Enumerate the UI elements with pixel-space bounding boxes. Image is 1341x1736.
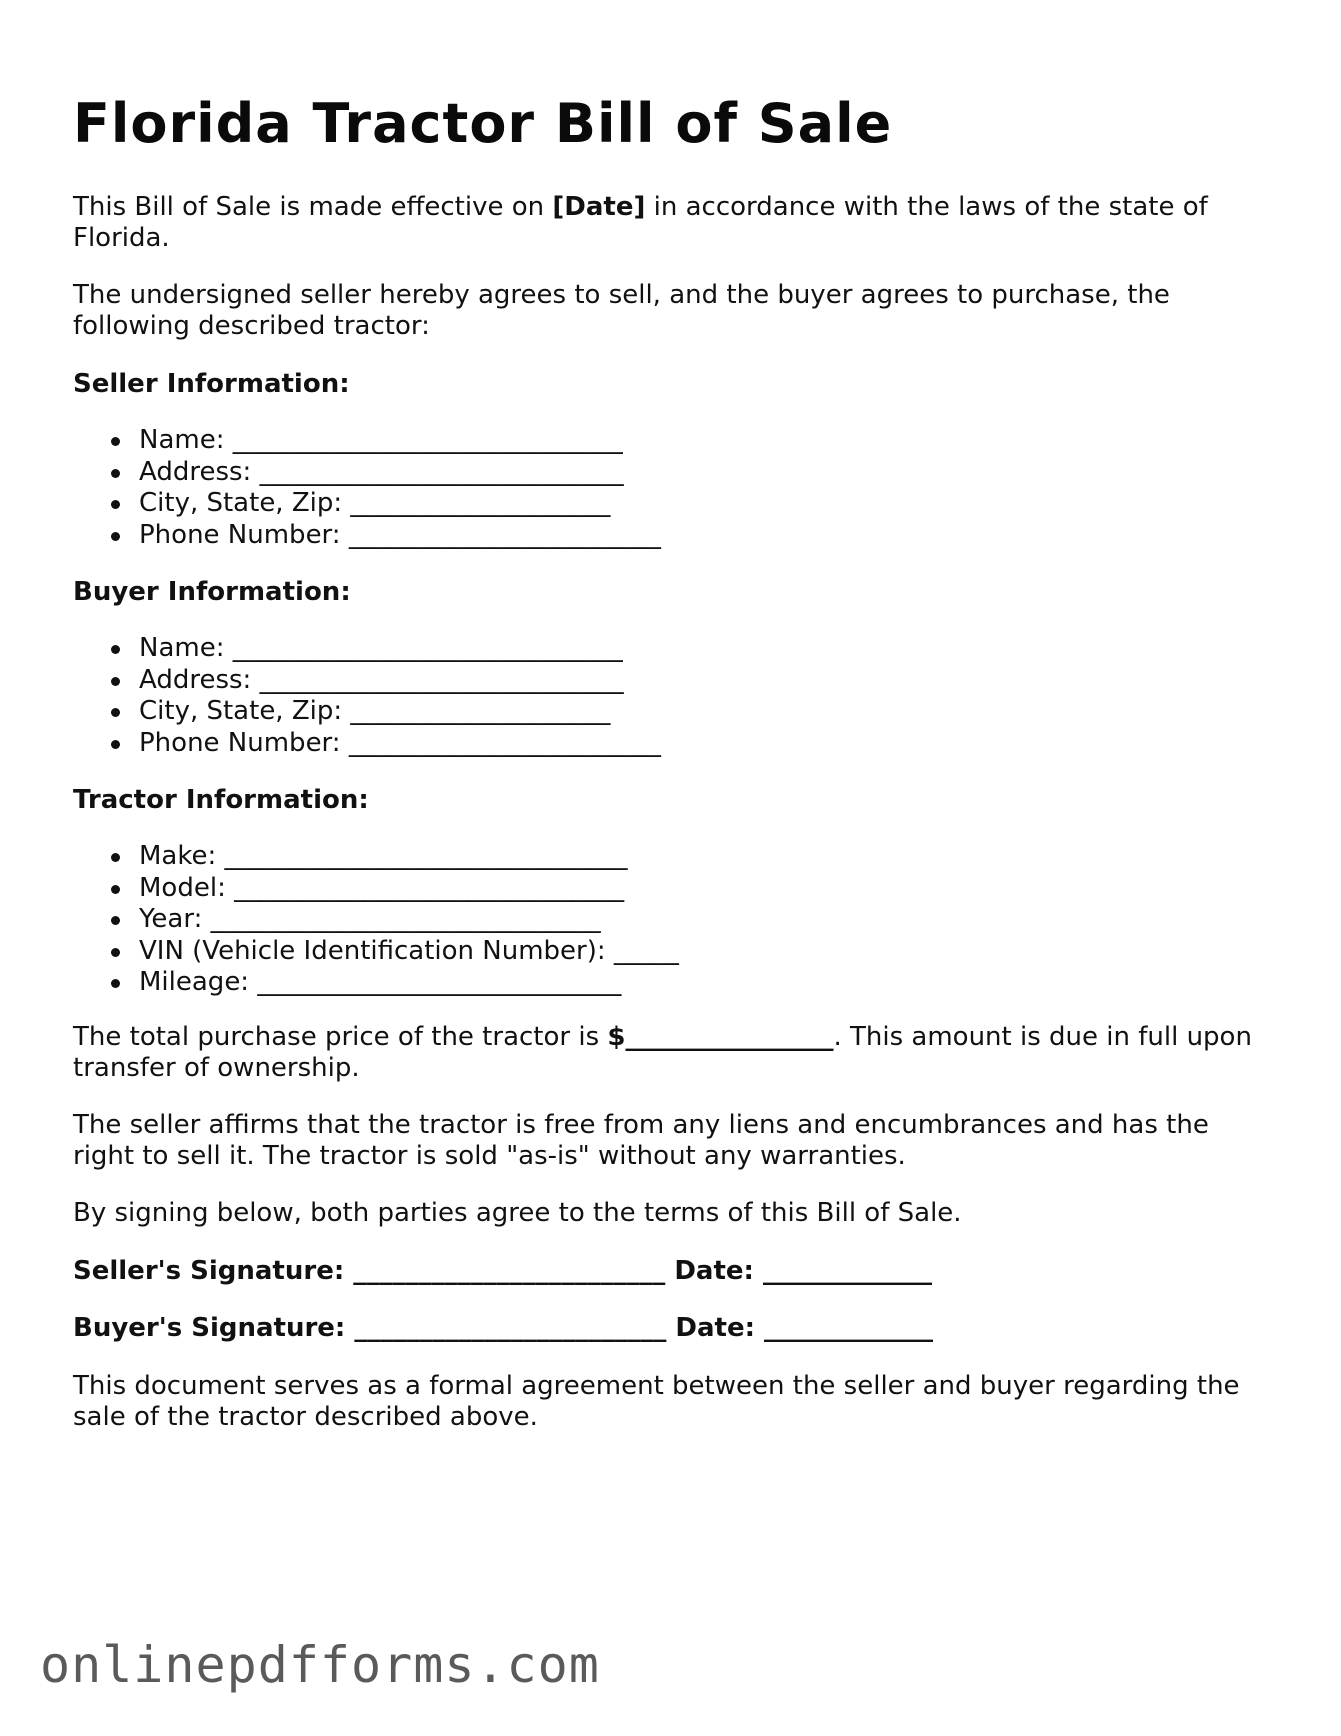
signing-note: By signing below, both parties agree to the terms of this Bill of Sale. xyxy=(73,1198,962,1228)
buyer-name-field[interactable]: Name: ______________________________ xyxy=(139,633,661,665)
bullet-icon xyxy=(111,853,120,862)
buyer-signature-line[interactable]: Buyer's Signature: ________________________ Date: _____________ xyxy=(73,1313,934,1343)
document-title: Florida Tractor Bill of Sale xyxy=(73,92,893,155)
price-paragraph xyxy=(73,1022,1273,1084)
seller-city-state-zip-field[interactable]: City, State, Zip: ____________________ xyxy=(139,488,661,520)
bullet-icon xyxy=(111,645,120,654)
seller-name-field[interactable]: Name: ______________________________ xyxy=(139,425,661,457)
watermark: onlinepdfforms.com xyxy=(40,1636,600,1694)
bullet-icon xyxy=(111,532,120,541)
tractor-model-field[interactable]: Model: ______________________________ xyxy=(139,873,679,905)
buyer-heading: Buyer Information: xyxy=(73,577,351,607)
price-text-before: The total purchase price of the tractor is xyxy=(73,1022,608,1052)
bullet-icon xyxy=(111,708,120,717)
seller-phone-field[interactable]: Phone Number: ________________________ xyxy=(139,520,661,552)
tractor-make-field[interactable]: Make: _______________________________ xyxy=(139,841,679,873)
seller-signature-line[interactable]: Seller's Signature: ________________________ Date: _____________ xyxy=(73,1256,932,1286)
intro-paragraph xyxy=(73,192,1273,254)
affirmation-paragraph: The seller affirms that the tractor is free from any liens and encumbrances and has the right to sell it. The tractor is sold "as-is" without any warranties. xyxy=(73,1110,1209,1171)
bullet-icon xyxy=(111,500,120,509)
price-amount-field[interactable]: $________________ xyxy=(607,1022,834,1052)
tractor-vin-field[interactable]: VIN (Vehicle Identification Number): _____ xyxy=(139,936,679,968)
bullet-icon xyxy=(111,948,120,957)
intro-text-after: in accordance with the laws of the state of Florida. xyxy=(73,192,1208,253)
tractor-fields-list xyxy=(139,841,679,999)
agreement-paragraph: The undersigned seller hereby agrees to sell, and the buyer agrees to purchase, the following described tractor: xyxy=(73,280,1170,341)
seller-address-field[interactable]: Address: ____________________________ xyxy=(139,457,661,489)
seller-heading: Seller Information: xyxy=(73,369,350,399)
bullet-icon xyxy=(111,979,120,988)
buyer-address-field[interactable]: Address: ____________________________ xyxy=(139,665,661,697)
buyer-city-state-zip-field[interactable]: City, State, Zip: ____________________ xyxy=(139,696,661,728)
bullet-icon xyxy=(111,469,120,478)
buyer-fields-list xyxy=(139,633,661,759)
tractor-heading: Tractor Information: xyxy=(73,785,369,815)
bullet-icon xyxy=(111,740,120,749)
intro-text-before: This Bill of Sale is made effective on xyxy=(73,192,553,222)
bullet-icon xyxy=(111,916,120,925)
bullet-icon xyxy=(111,677,120,686)
bullet-icon xyxy=(111,437,120,446)
tractor-year-field[interactable]: Year: ______________________________ xyxy=(139,904,679,936)
price-text-after: . This amount is due in full upon transfer of ownership. xyxy=(73,1022,1252,1083)
seller-fields-list xyxy=(139,425,661,551)
closing-paragraph: This document serves as a formal agreement between the seller and buyer regarding the sale of the tractor described above. xyxy=(73,1371,1240,1432)
bullet-icon xyxy=(111,885,120,894)
date-placeholder: [Date] xyxy=(552,192,646,222)
tractor-mileage-field[interactable]: Mileage: ____________________________ xyxy=(139,967,679,999)
buyer-phone-field[interactable]: Phone Number: ________________________ xyxy=(139,728,661,760)
